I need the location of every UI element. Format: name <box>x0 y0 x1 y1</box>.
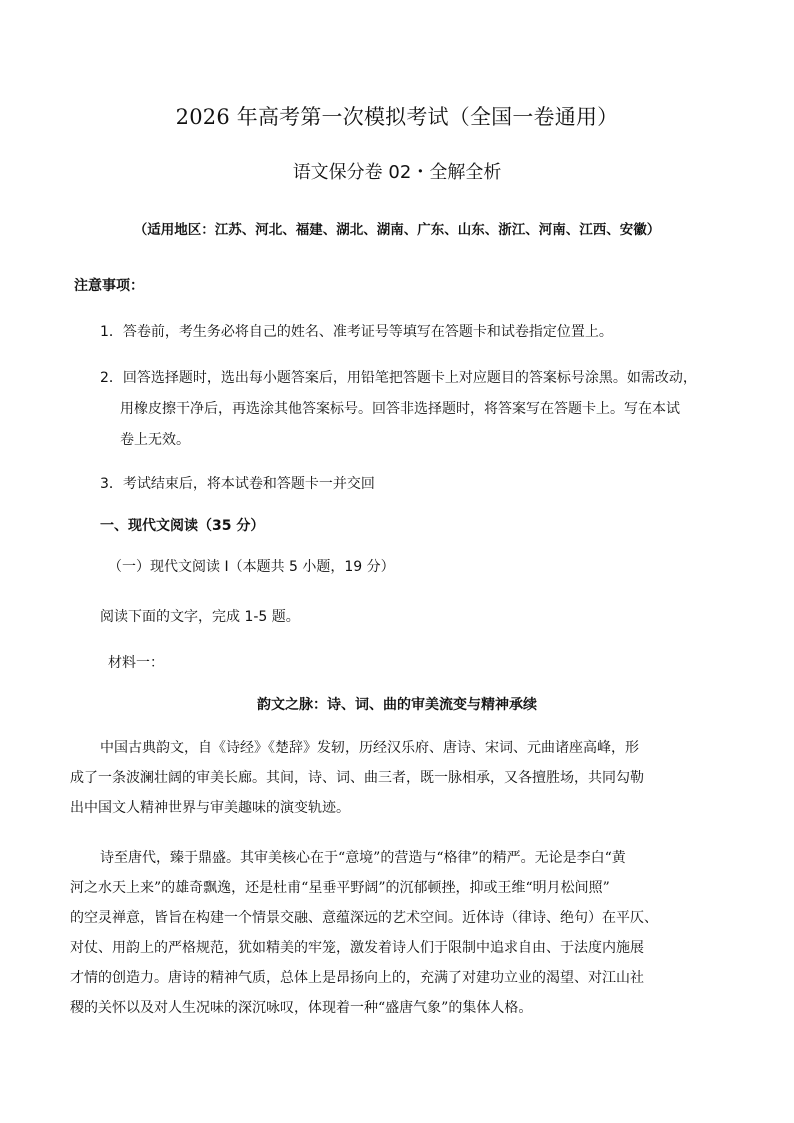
applicable-regions: （适用地区：江苏、河北、福建、湖北、湖南、广东、山东、浙江、河南、江西、安徽） <box>133 222 661 238</box>
paragraph-line: 出中国文人精神世界与审美趣味的演变轨迹。 <box>70 800 350 816</box>
notice-heading: 注意事项： <box>74 278 144 294</box>
subsection-heading: （一）现代文阅读 I（本题共 5 小题，19 分） <box>108 559 395 575</box>
article-paragraph-2 <box>70 843 700 1023</box>
notice-item-1: 1．答卷前，考生务必将自己的姓名、准考证号等填写在答题卡和试卷指定位置上。 <box>100 324 613 340</box>
page-title: 2026 年高考第一次模拟考试（全国一卷通用） <box>175 105 619 129</box>
page-subtitle: 语文保分卷 02・全解全析 <box>292 162 502 183</box>
paragraph-line: 对仗、用韵上的严格规范，犹如精美的牢笼，激发着诗人们于限制中追求自由、于法度内施展 <box>70 940 644 956</box>
notice-item-2: 2．回答选择题时，选出每小题答案后，用铅笔把答题卡上对应题目的答案标号涂黑。如需改动， <box>100 370 697 386</box>
paragraph-line: 稷的关怀以及对人生况味的深沉咏叹，体现着一种“盛唐气象”的集体人格。 <box>70 1000 533 1016</box>
notice-item-2-cont: 用橡皮擦干净后，再选涂其他答案标号。回答非选择题时，将答案写在答题卡上。写在本试 <box>120 401 680 417</box>
paragraph-line: 成了一条波澜壮阔的审美长廊。其间，诗、词、曲三者，既一脉相承，又各擅胜场，共同勾勒 <box>70 770 644 786</box>
material-label: 材料一： <box>108 655 164 671</box>
paragraph-line: 河之水天上来”的雄奇飘逸，还是杜甫“星垂平野阔”的沉郁顿挫，抑或王维“明月松间照” <box>70 880 610 896</box>
paragraph-line: 中国古典韵文，自《诗经》《楚辞》发轫，历经汉乐府、唐诗、宋词、元曲诸座高峰，形 <box>100 740 639 756</box>
reading-instruction: 阅读下面的文字，完成 1-5 题。 <box>100 609 300 625</box>
article-paragraph-1 <box>70 733 700 823</box>
paragraph-line: 的空灵禅意，皆旨在构建一个情景交融、意蕴深远的艺术空间。近体诗（律诗、绝句）在平仄、 <box>70 910 658 926</box>
notice-item-3: 3．考试结束后，将本试卷和答题卡一并交回 <box>100 476 375 492</box>
section-heading: 一、现代文阅读（35 分） <box>100 518 265 534</box>
article-title: 韵文之脉：诗、词、曲的审美流变与精神承续 <box>257 697 537 713</box>
paragraph-line: 诗至唐代，臻于鼎盛。其审美核心在于“意境”的营造与“格律”的精严。无论是李白“黄 <box>100 850 626 866</box>
paragraph-line: 才情的创造力。唐诗的精神气质，总体上是昂扬向上的，充满了对建功立业的渴望、对江山社 <box>70 970 644 986</box>
notice-item-2-end: 卷上无效。 <box>120 432 190 448</box>
